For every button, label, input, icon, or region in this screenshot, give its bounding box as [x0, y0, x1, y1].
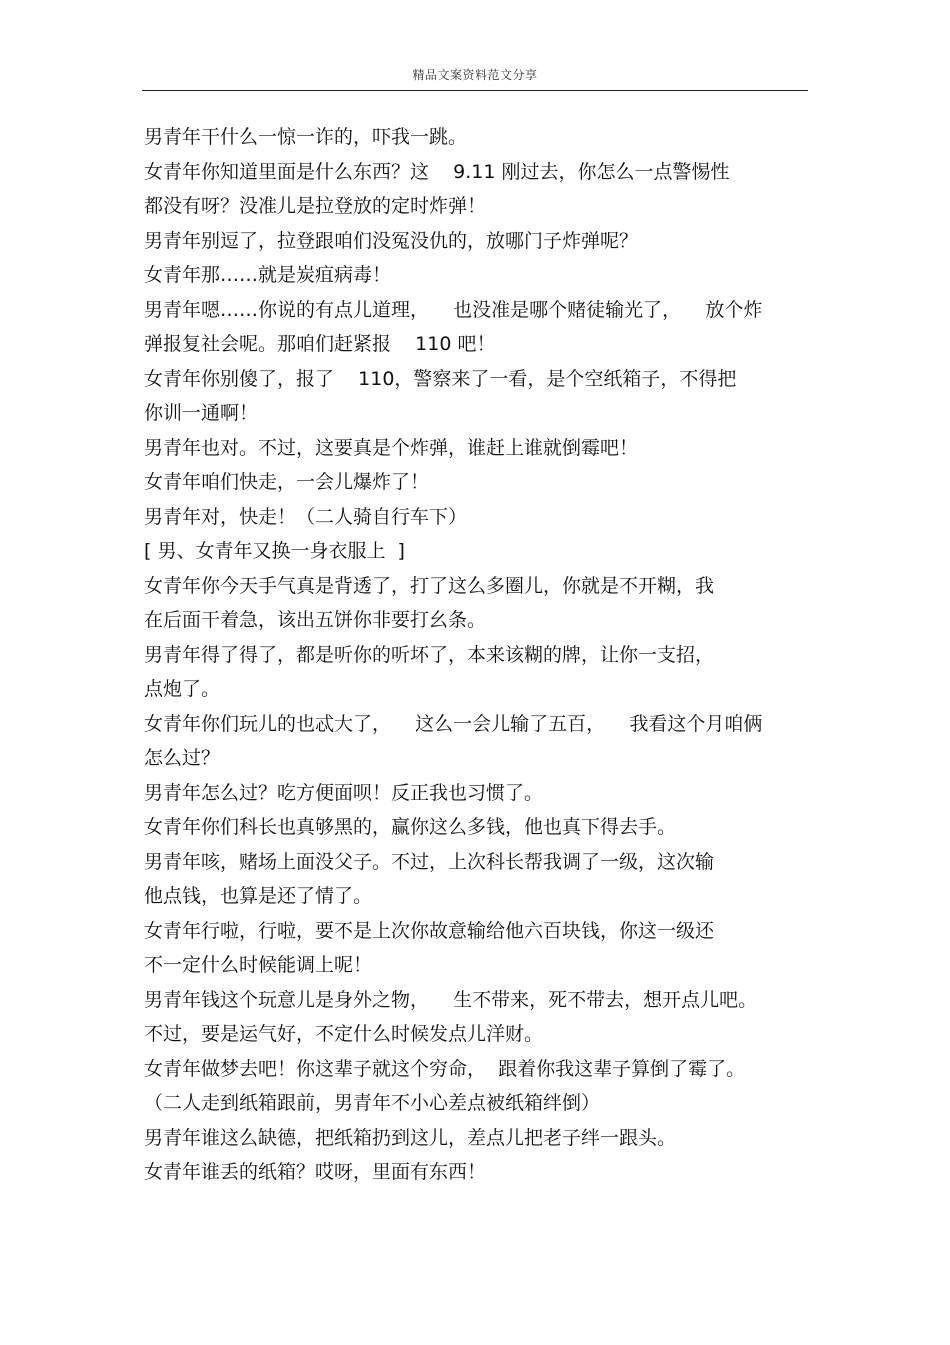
script-line: 男青年钱这个玩意儿是身外之物， 生不带来，死不带去，想开点儿吧。 [144, 988, 758, 1011]
script-line: 都没有呀？没准儿是拉登放的定时炸弹！ [144, 195, 487, 217]
script-line: 不过，要是运气好，不定什么时候发点儿洋财。 [144, 1023, 544, 1045]
script-line: 男青年怎么过？吃方便面呗！反正我也习惯了。 [144, 781, 544, 804]
script-line: 男青年嗯……你说的有点儿道理， 也没准是哪个赌徒输光了， 放个炸 [144, 298, 763, 321]
script-line: 男青年也对。不过，这要真是个炸弹，谁赶上谁就倒霉吧！ [144, 436, 639, 459]
script-line: 男青年干什么一惊一诈的，吓我一跳。 [144, 126, 468, 148]
script-line: 你训一通啊！ [144, 402, 259, 424]
script-line: 女青年那……就是炭疽病毒！ [144, 264, 392, 286]
script-line: 女青年你们玩儿的也忒大了， 这么一会儿输了五百， 我看这个月咱俩 [144, 712, 763, 735]
page-header: 精品文案资料范文分享 [412, 68, 538, 82]
script-line: 不一定什么时候能调上呢！ [144, 954, 373, 976]
script-line: 女青年咱们快走，一会儿爆炸了！ [144, 471, 430, 493]
header-divider [142, 90, 808, 91]
script-body [144, 120, 808, 1190]
stage-direction: [ 男、女青年又换一身衣服上 ] [144, 540, 405, 562]
script-line: 女青年你今天手气真是背透了，打了这么多圈儿，你就是不开糊，我 [144, 574, 715, 597]
script-line: 男青年对，快走！（二人骑自行车下） [144, 505, 468, 528]
script-line: 他点钱，也算是还了情了。 [144, 885, 373, 907]
script-line: 点炮了。 [144, 678, 221, 700]
script-line: 弹报复社会呢。那咱们赶紧报 110 吧！ [144, 333, 496, 355]
script-line: 男青年别逗了，拉登跟咱们没冤没仇的，放哪门子炸弹呢？ [144, 229, 639, 252]
script-line: 女青年行啦，行啦，要不是上次你故意输给他六百块钱，你这一级还 [144, 919, 715, 942]
script-line: 女青年做梦去吧！你这辈子就这个穷命， 跟着你我这辈子算倒了霉了。 [144, 1057, 746, 1080]
script-line: 女青年谁丢的纸箱？哎呀，里面有东西！ [144, 1161, 487, 1183]
script-line: 男青年得了得了，都是听你的听坏了，本来该糊的牌，让你一支招， [144, 643, 715, 666]
script-line: 怎么过？ [144, 747, 221, 769]
script-line: 女青年你别傻了，报了 110，警察来了一看，是个空纸箱子，不得把 [144, 367, 737, 390]
script-line: 女青年你们科长也真够黑的，赢你这么多钱，他也真下得去手。 [144, 816, 677, 838]
stage-direction: （二人走到纸箱跟前，男青年不小心差点被纸箱绊倒） [144, 1092, 601, 1114]
script-line: 男青年咳，赌场上面没父子。不过，上次科长帮我调了一级，这次输 [144, 850, 715, 873]
script-line: 在后面干着急，该出五饼你非要打幺条。 [144, 609, 487, 631]
script-line: 女青年你知道里面是什么东西？这 9.11 刚过去，你怎么一点警惕性 [144, 160, 730, 183]
script-line: 男青年谁这么缺德，把纸箱扔到这儿，差点儿把老子绊一跟头。 [144, 1126, 677, 1149]
